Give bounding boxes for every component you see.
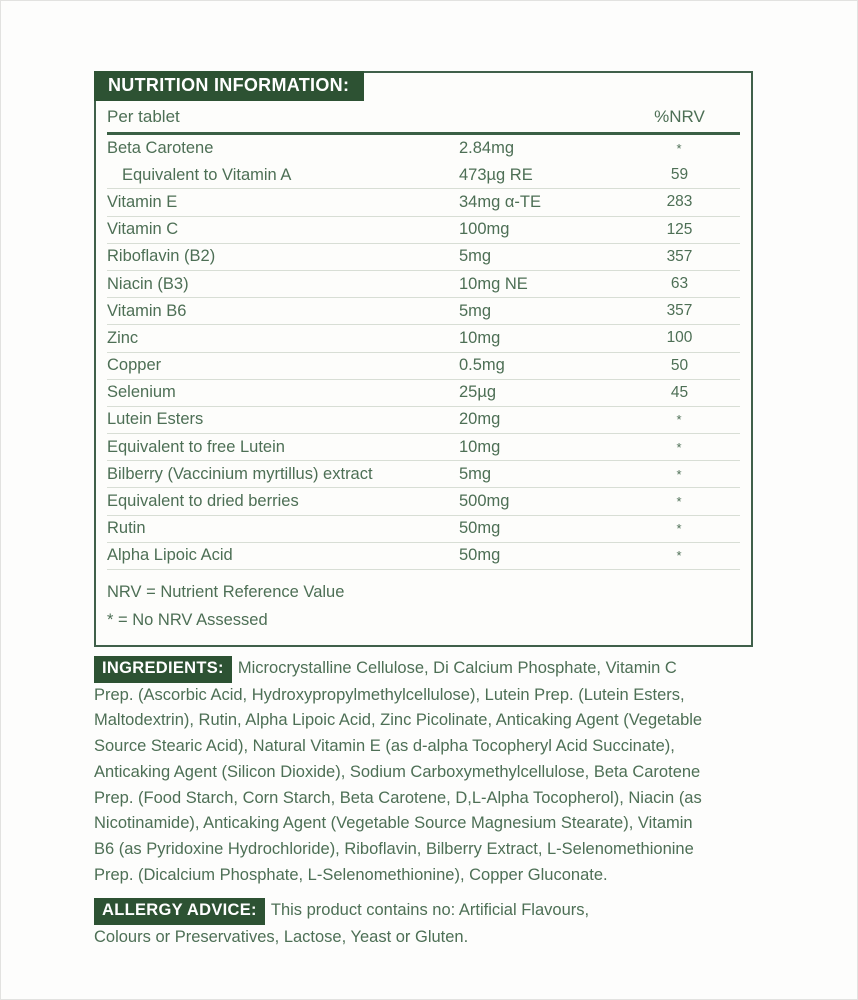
nutrient-amount: 473µg RE <box>459 165 533 184</box>
nutrient-nrv: * <box>676 466 683 482</box>
nutrient-nrv: 50 <box>670 356 689 374</box>
ingredients-line: Anticaking Agent (Silicon Dioxide), Sodium Carboxymethylcellulose, Beta Carotene <box>94 762 701 781</box>
nutrient-name: Bilberry (Vaccinium myrtillus) extract <box>107 464 373 483</box>
table-row <box>107 461 740 488</box>
nutrient-name: Niacin (B3) <box>107 274 189 293</box>
nutrient-amount: 10mg <box>459 437 501 456</box>
no-nrv-note: * = No NRV Assessed <box>107 610 268 629</box>
table-row <box>107 488 740 515</box>
ingredients-line: Prep. (Ascorbic Acid, Hydroxypropylmethylcellulose), Lutein Prep. (Lutein Esters, <box>94 685 685 704</box>
nutrient-amount: 0.5mg <box>459 356 505 375</box>
panel-footnotes <box>107 570 740 634</box>
ingredients-section <box>94 656 779 888</box>
ingredients-line: Nicotinamide), Anticaking Agent (Vegetable Source Magnesium Stearate), Vitamin <box>94 814 693 833</box>
nutrient-amount: 50mg <box>459 519 501 538</box>
nutrient-name: Vitamin C <box>107 220 179 239</box>
table-column-headers <box>107 101 740 132</box>
table-row <box>107 434 740 461</box>
nutrient-amount: 20mg <box>459 410 501 429</box>
table-row <box>107 543 740 570</box>
nutrient-name: Equivalent to dried berries <box>107 492 299 511</box>
table-row <box>107 380 740 407</box>
nutrient-name: Alpha Lipoic Acid <box>107 546 233 565</box>
nutrient-nrv: 59 <box>670 166 689 184</box>
table-row <box>107 271 740 298</box>
nutrient-amount: 2.84mg <box>459 139 515 158</box>
nutrient-name: Zinc <box>107 328 139 347</box>
nutrient-amount: 10mg NE <box>459 274 528 293</box>
nutrient-name: Selenium <box>107 383 176 402</box>
table-row <box>107 325 740 352</box>
nrv-definition-note: NRV = Nutrient Reference Value <box>107 583 345 601</box>
ingredients-line: B6 (as Pyridoxine Hydrochloride), Riboflavin, Bilberry Extract, L-Selenomethionine <box>94 839 694 858</box>
nutrient-name: Lutein Esters <box>107 410 204 429</box>
nutrient-name: Vitamin B6 <box>107 301 187 320</box>
nutrient-amount: 5mg <box>459 464 492 483</box>
nutrient-nrv: 357 <box>666 247 693 265</box>
nutrition-panel <box>94 71 753 647</box>
table-row <box>107 244 740 271</box>
nutrient-amount: 100mg <box>459 220 510 239</box>
table-row <box>107 353 740 380</box>
nutrient-nrv: * <box>676 548 683 564</box>
nutrient-nrv: * <box>676 141 683 157</box>
ingredients-line: Microcrystalline Cellulose, Di Calcium Phosphate, Vitamin C <box>237 659 677 677</box>
allergy-advice-badge: ALLERGY ADVICE: <box>94 898 265 925</box>
nutrient-amount: 25µg <box>459 383 497 402</box>
nutrient-nrv: * <box>676 521 683 537</box>
nutrient-name: Equivalent to free Lutein <box>107 437 285 456</box>
nutrient-name: Equivalent to Vitamin A <box>122 165 292 184</box>
nutrient-name: Riboflavin (B2) <box>107 247 216 266</box>
ingredients-line: Prep. (Dicalcium Phosphate, L-Selenomethionine), Copper Gluconate. <box>94 865 608 884</box>
ingredients-line: Maltodextrin), Rutin, Alpha Lipoic Acid, Zinc Picolinate, Anticaking Agent (Vegetable <box>94 711 703 730</box>
nutrient-nrv: 63 <box>670 275 689 293</box>
nutrient-nrv: 357 <box>666 302 693 320</box>
nutrient-nrv: * <box>676 412 683 428</box>
allergy-advice-section <box>94 898 779 950</box>
nutrient-name: Copper <box>107 356 162 375</box>
nutrient-amount: 10mg <box>459 328 501 347</box>
table-row <box>107 162 740 189</box>
nutrient-nrv: * <box>676 439 683 455</box>
nutrient-amount: 50mg <box>459 546 501 565</box>
nutrient-amount: 34mg α-TE <box>459 192 541 211</box>
nutrient-nrv: 100 <box>666 329 693 347</box>
table-row <box>107 135 740 162</box>
nutrient-nrv: 125 <box>666 220 693 238</box>
nutrient-amount: 500mg <box>459 492 510 511</box>
nutrient-nrv: 283 <box>666 193 693 211</box>
nutrient-name: Beta Carotene <box>107 139 214 158</box>
table-row <box>107 217 740 244</box>
ingredients-badge: INGREDIENTS: <box>94 656 232 683</box>
nutrition-panel-title: NUTRITION INFORMATION: <box>94 71 364 101</box>
table-row <box>107 407 740 434</box>
allergy-line: This product contains no: Artificial Flavours, <box>270 901 590 919</box>
column-header-per-tablet: Per tablet <box>107 106 180 126</box>
nutrient-amount: 5mg <box>459 247 492 266</box>
table-row <box>107 189 740 216</box>
ingredients-line: Prep. (Food Starch, Corn Starch, Beta Carotene, D,L-Alpha Tocopherol), Niacin (as <box>94 788 702 807</box>
allergy-line: Colours or Preservatives, Lactose, Yeast or Gluten. <box>94 927 469 946</box>
nutrient-nrv: * <box>676 494 683 510</box>
nutrient-name: Rutin <box>107 519 146 538</box>
ingredients-line: Source Stearic Acid), Natural Vitamin E (as d-alpha Tocopheryl Acid Succinate), <box>94 737 675 756</box>
table-row <box>107 298 740 325</box>
table-row <box>107 516 740 543</box>
nutrient-amount: 5mg <box>459 301 492 320</box>
nutrient-nrv: 45 <box>670 383 689 401</box>
nutrient-name: Vitamin E <box>107 192 178 211</box>
nutrient-table <box>107 135 740 570</box>
column-header-nrv: %NRV <box>654 106 705 126</box>
